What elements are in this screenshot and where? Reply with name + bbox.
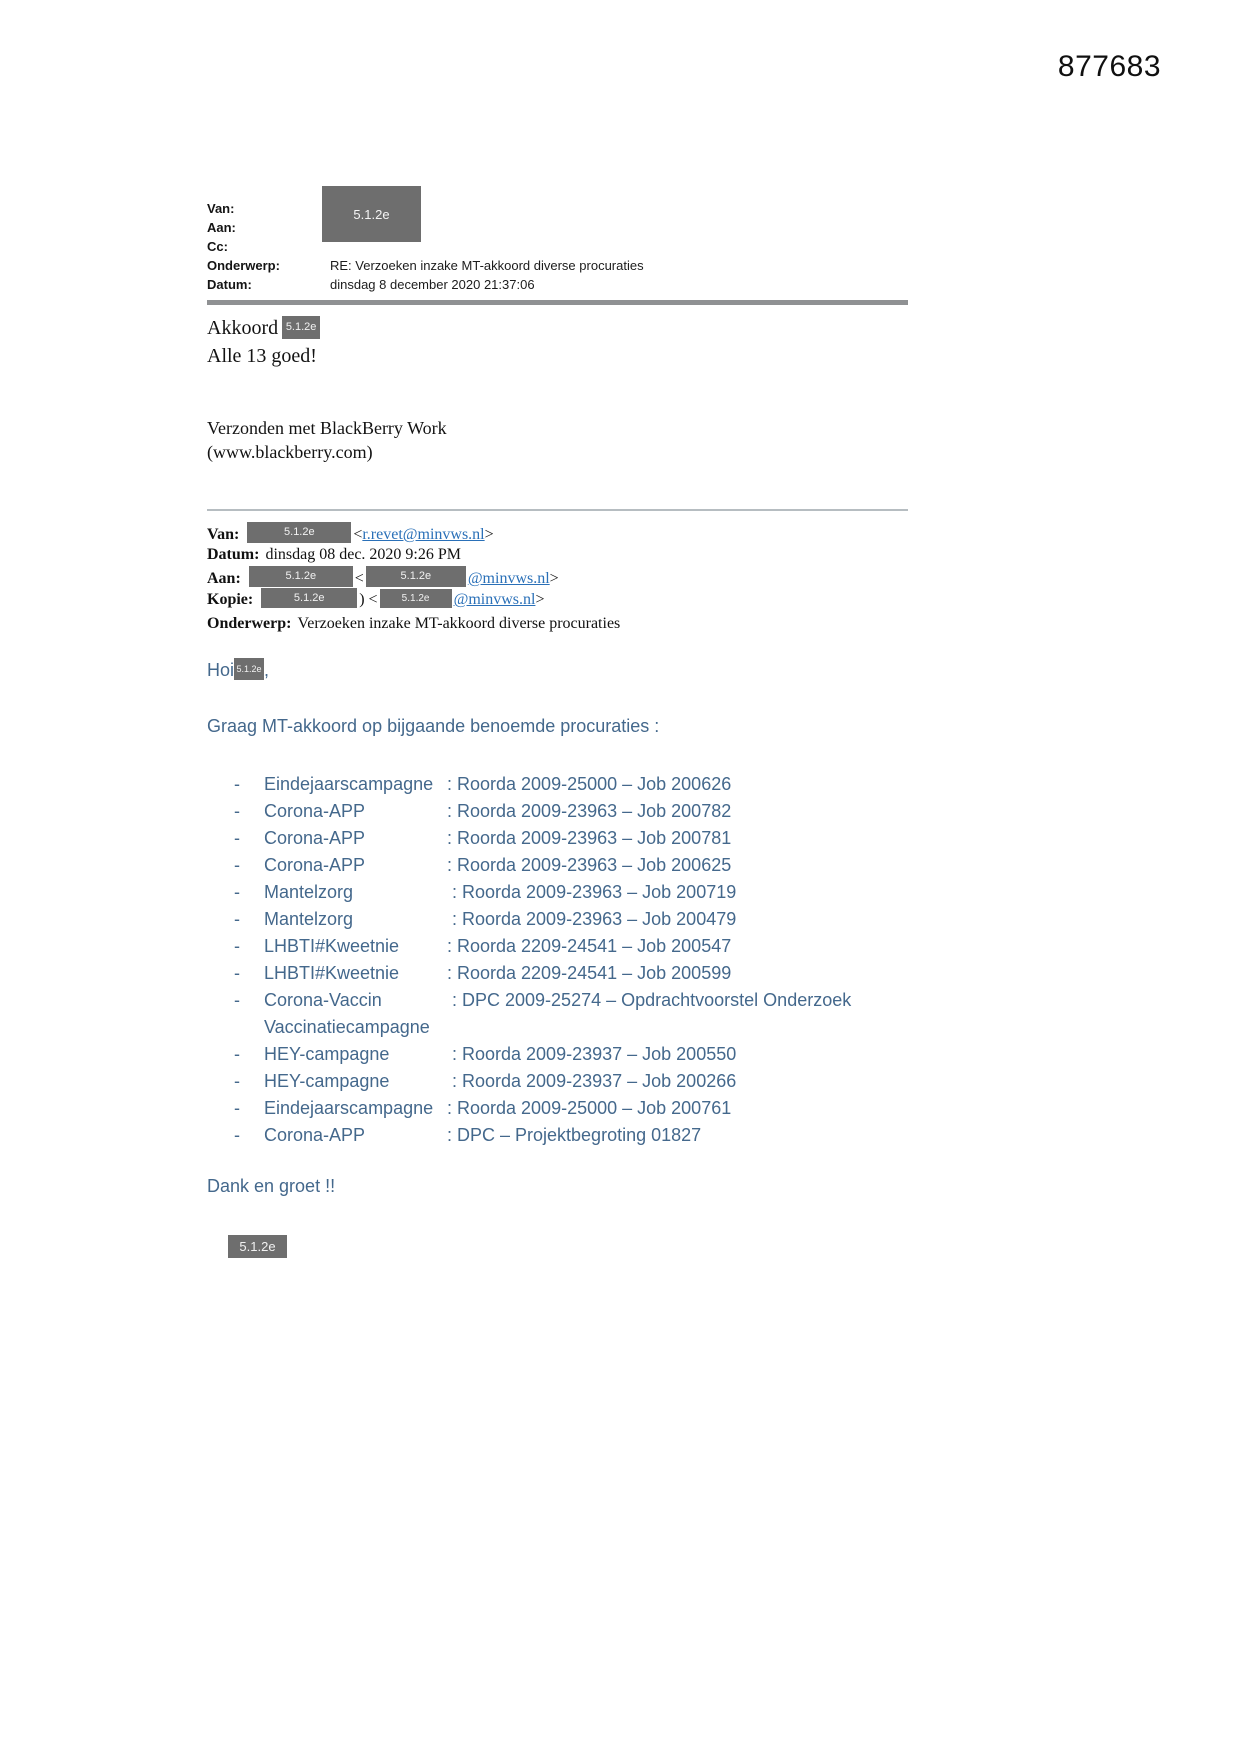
list-item-value: : Roorda 2009-23963 – Job 200625: [447, 855, 732, 875]
paren-close: ): [359, 591, 365, 608]
redaction-box-recipient-name: 5.1.2e: [249, 566, 353, 587]
list-item-name-wrap: Vaccinatiecampagne: [264, 1017, 430, 1037]
angle-bracket: >: [484, 526, 494, 543]
list-item-dash: -: [234, 990, 240, 1010]
quoted-datum-value: dinsdag 08 dec. 2020 9:26 PM: [265, 546, 461, 563]
list-item-name: Mantelzorg: [264, 882, 354, 902]
document-number: 877683: [1057, 50, 1161, 83]
list-item: [207, 987, 851, 1014]
reply-body: [207, 314, 320, 370]
signature-blackberry: [207, 416, 447, 464]
quoted-mail-header: [207, 522, 620, 635]
list-item-value: : Roorda 2209-24541 – Job 200599: [447, 963, 732, 983]
list-item-continuation: [207, 1014, 851, 1041]
angle-bracket: <: [353, 526, 363, 543]
header-row: [207, 275, 644, 294]
list-item-value: : Roorda 2009-25000 – Job 200761: [447, 1098, 732, 1118]
list-item-value: : Roorda 2009-23963 – Job 200719: [447, 882, 737, 902]
list-item-name: Eindejaarscampagne: [264, 1098, 434, 1118]
angle-bracket: <: [354, 570, 364, 587]
angle-bracket: >: [549, 570, 559, 587]
quoted-van-label: Van:: [207, 526, 240, 543]
list-item-dash: -: [234, 936, 240, 956]
reply-line-2: Alle 13 goed!: [207, 345, 317, 367]
header-label: Datum:: [207, 277, 252, 292]
header-label: Onderwerp:: [207, 258, 280, 273]
list-item-dash: -: [234, 855, 240, 875]
list-item-value: : Roorda 2009-23937 – Job 200266: [447, 1071, 737, 1091]
list-item-dash-empty: [234, 1014, 264, 1041]
redaction-box-sender: 5.1.2e: [247, 522, 351, 543]
angle-bracket: <: [368, 591, 378, 608]
header-label: Aan:: [207, 220, 236, 235]
redaction-box-recipient: 5.1.2e: [322, 186, 421, 242]
header-row: [207, 218, 644, 237]
list-item: [207, 852, 851, 879]
closing-line: Dank en groet !!: [207, 1176, 336, 1196]
list-item: [207, 825, 851, 852]
quoted-van-row: [207, 522, 620, 544]
header-value: dinsdag 8 december 2020 21:37:06: [330, 277, 535, 292]
list-item-value: : Roorda 2009-23963 – Job 200782: [447, 801, 732, 821]
list-item: [207, 906, 851, 933]
header-row: [207, 199, 644, 218]
list-item-name: Corona-APP: [264, 828, 366, 848]
list-item-name: HEY-campagne: [264, 1071, 390, 1091]
intro-line: Graag MT-akkoord op bijgaande benoemde procuraties :: [207, 716, 660, 736]
cc-email-link[interactable]: @minvws.nl: [453, 591, 536, 608]
list-item-dash: -: [234, 774, 240, 794]
header-separator: [207, 300, 908, 305]
quoted-onderwerp-row: [207, 613, 620, 635]
list-item: [207, 960, 851, 987]
list-item-name: Corona-APP: [264, 1125, 366, 1145]
quoted-mail-separator: [207, 509, 908, 511]
list-item-dash: -: [234, 1071, 240, 1091]
list-item: [207, 1095, 851, 1122]
greeting-text: Hoi: [207, 660, 235, 680]
header-value: RE: Verzoeken inzake MT-akkoord diverse procuraties: [330, 258, 644, 273]
quoted-datum-row: [207, 544, 620, 566]
redaction-box-name: 5.1.2e: [282, 316, 320, 339]
procuraties-list: [207, 771, 851, 1149]
list-item-dash: -: [234, 801, 240, 821]
greeting-comma: ,: [264, 660, 270, 680]
greeting-line: [207, 658, 269, 681]
header-label: Cc:: [207, 239, 228, 254]
sender-email-link[interactable]: r.revet@minvws.nl: [362, 526, 485, 543]
akkoord-text: Akkoord: [207, 317, 279, 339]
header-label: Van:: [207, 201, 235, 216]
list-item-name: Eindejaarscampagne: [264, 774, 434, 794]
blackberry-url: (www.blackberry.com): [207, 442, 373, 462]
recipient-email-link[interactable]: @minvws.nl: [467, 570, 550, 587]
quoted-onderwerp-label: Onderwerp:: [207, 615, 292, 632]
list-item-dash: -: [234, 963, 240, 983]
quoted-aan-label: Aan:: [207, 570, 241, 587]
list-item-name: Corona-APP: [264, 855, 366, 875]
header-row: [207, 256, 644, 275]
list-item-value: : Roorda 2009-23963 – Job 200479: [447, 909, 737, 929]
list-item-dash: -: [234, 828, 240, 848]
quoted-onderwerp-value: Verzoeken inzake MT-akkoord diverse procuraties: [297, 615, 621, 632]
list-item: [207, 933, 851, 960]
list-item: [207, 798, 851, 825]
list-item-dash: -: [234, 1098, 240, 1118]
header-row: [207, 237, 644, 256]
list-item-name: LHBTI#Kweetnie: [264, 936, 400, 956]
list-item-dash: -: [234, 882, 240, 902]
quoted-aan-row: [207, 566, 620, 588]
list-item: [207, 879, 851, 906]
list-item-value: : Roorda 2009-23937 – Job 200550: [447, 1044, 737, 1064]
redaction-box-cc-name: 5.1.2e: [261, 588, 357, 608]
list-item: [207, 1122, 851, 1149]
angle-bracket: >: [535, 591, 545, 608]
list-item-dash: -: [234, 909, 240, 929]
list-item-value: : Roorda 2009-23963 – Job 200781: [447, 828, 732, 848]
list-item-name: Corona-APP: [264, 801, 366, 821]
list-item-name: Mantelzorg: [264, 909, 354, 929]
quoted-kopie-label: Kopie:: [207, 591, 254, 608]
list-item-name: LHBTI#Kweetnie: [264, 963, 400, 983]
list-item-name: Corona-Vaccin: [264, 990, 382, 1010]
quoted-datum-label: Datum:: [207, 546, 260, 563]
reply-line-akkoord: [207, 314, 320, 342]
quoted-kopie-row: [207, 588, 620, 610]
redaction-box-recipient-address: 5.1.2e: [366, 566, 466, 587]
list-item: [207, 1068, 851, 1095]
redaction-box-greeting-name: 5.1.2e: [234, 658, 264, 680]
list-item-dash: -: [234, 1044, 240, 1064]
list-item-value: : Roorda 2009-25000 – Job 200626: [447, 774, 732, 794]
list-item-value: : DPC 2009-25274 – Opdrachtvoorstel Onderzoek: [447, 990, 852, 1010]
list-item: [207, 771, 851, 798]
redaction-box-signature: 5.1.2e: [228, 1235, 287, 1258]
list-item-value: : DPC – Projektbegroting 01827: [447, 1125, 702, 1145]
list-item-name: HEY-campagne: [264, 1044, 390, 1064]
list-item-dash: -: [234, 1125, 240, 1145]
list-item-value: : Roorda 2209-24541 – Job 200547: [447, 936, 732, 956]
redaction-box-cc-address: 5.1.2e: [380, 589, 452, 608]
sent-with-text: Verzonden met BlackBerry Work: [207, 418, 447, 438]
mail-header: [207, 199, 644, 294]
list-item: [207, 1041, 851, 1068]
